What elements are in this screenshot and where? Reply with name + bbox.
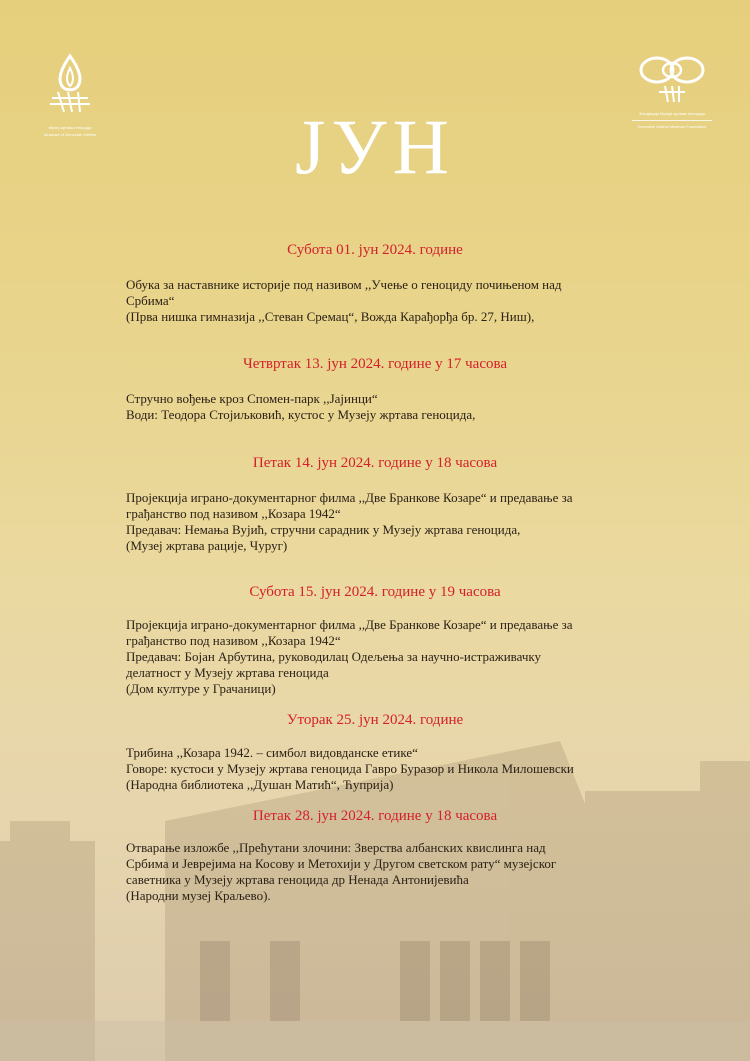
event-line: Обука за наставнике историје под називом ,,Учење о геноциду почињеном над	[126, 277, 562, 292]
event-line: Србима“	[126, 293, 175, 308]
event-line: Предавач: Немања Вујић, стручни сарадник у Музеју жртава геноцида,	[126, 522, 521, 537]
event-line: саветника у Музеју жртава геноцида др Ненада Антонијевића	[126, 872, 469, 887]
event-line: Води: Теодора Стојиљковић, кустос у Музеју жртава геноцида,	[126, 407, 476, 422]
right-logo-caption-en: Genocide Victims Museum Foundation	[637, 124, 707, 129]
event-heading: Петак 28. јун 2024. године у 18 часова	[252, 808, 498, 824]
event-heading: Петак 14. јун 2024. године у 18 часова	[252, 455, 498, 471]
event-line: Пројекција играно-документарног филма ,,Две Бранкове Козаре“ и предавање за	[126, 617, 573, 632]
event-line: (Прва нишка гимназија ,,Стеван Сремац“, Вожда Карађорђа бр. 27, Ниш),	[126, 309, 535, 324]
event-line: Стручно вођење кроз Спомен-парк ,,Јајинци“	[126, 391, 378, 406]
event-line: (Дом културе у Грачаници)	[126, 681, 276, 696]
event-description	[126, 840, 636, 904]
event-heading: Субота 01. јун 2024. године	[287, 242, 463, 258]
right-logo-caption: Фондација Музеја жртава геноцида	[639, 111, 705, 116]
event-heading: Уторак 25. јун 2024. године	[286, 712, 464, 728]
event-heading: Четвртак 13. јун 2024. године у 17 часова	[242, 356, 508, 372]
event-line: (Музеј жртава рације, Чуруг)	[126, 538, 288, 553]
event-line: Пројекција играно-документарног филма ,,Две Бранкове Козаре“ и предавање за	[126, 490, 573, 505]
event-description	[126, 277, 636, 325]
event-description	[126, 617, 636, 697]
event-line: Србима и Јеврејима на Косову и Метохији у Другом светском рату“ музејског	[126, 856, 557, 871]
event-description	[126, 391, 636, 423]
event-line: Трибина ,,Козара 1942. – симбол видовданске етике“	[126, 745, 418, 760]
month-title: ЈУН	[295, 103, 455, 190]
event-line: (Народни музеј Краљево).	[126, 888, 271, 903]
event-description	[126, 490, 636, 554]
event-line: грађанство под називом ,,Козара 1942“	[126, 633, 341, 648]
event-line: Предавач: Бојан Арбутина, руководилац Одељења за научно-истраживачку	[126, 649, 542, 664]
event-line: делатност у Музеју жртава геноцида	[126, 665, 329, 680]
knot-emblem-icon	[637, 52, 707, 106]
event-line: Отварање изложбе ,,Прећутани злочини: Зверства албанских квислинга над	[126, 840, 546, 855]
event-description	[126, 745, 636, 793]
event-line: (Народна библиотека ,,Душан Матић“, Ћуприја)	[126, 777, 394, 792]
event-line: грађанство под називом ,,Козара 1942“	[126, 506, 341, 521]
event-heading: Субота 15. јун 2024. године у 19 часова	[249, 584, 501, 600]
left-logo-caption-en: Museum of Genocide Victims	[44, 132, 96, 137]
left-logo-caption: Музеј жртава геноцида	[48, 125, 92, 130]
event-line: Говоре: кустоси у Музеју жртава геноцида Гавро Буразор и Никола Милошевски	[126, 761, 574, 776]
